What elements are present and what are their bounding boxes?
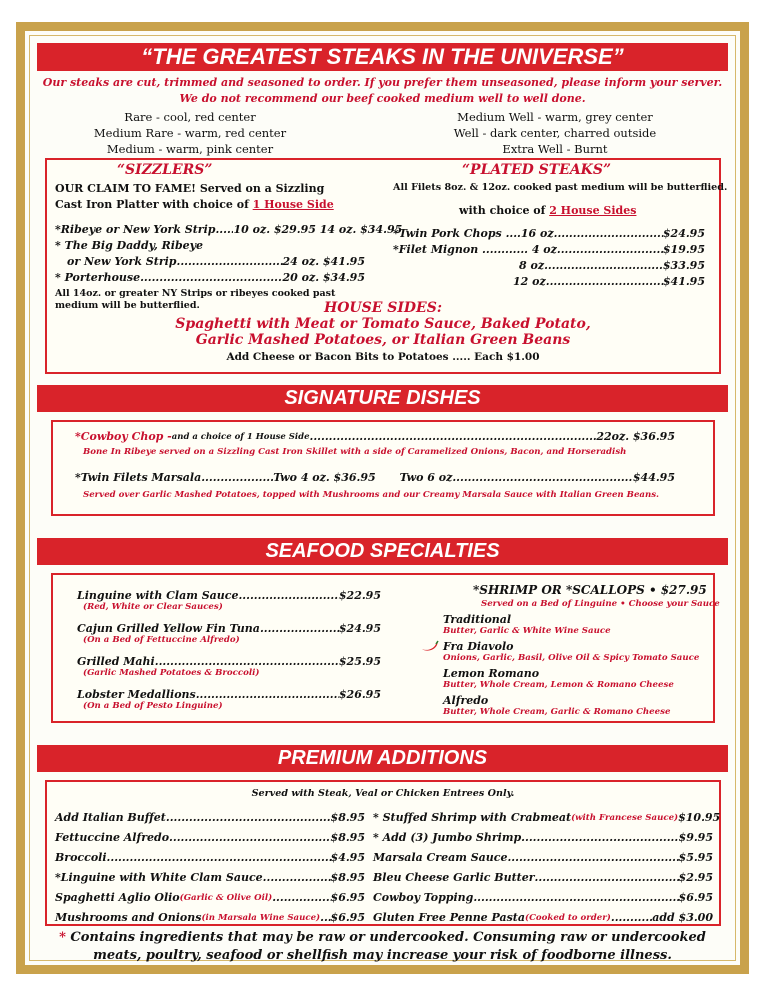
- premium-box: [45, 780, 721, 926]
- doneness-medium-well: Medium Well - warm, grey center: [457, 110, 653, 124]
- sauce-item: Traditional Butter, Garlic & White Wine Sauce: [443, 613, 611, 636]
- sauce-list: [443, 613, 699, 721]
- premium-left-list: [55, 808, 365, 928]
- plated-item: *Twin Pork Chops ....16 oz. ..... $24.95: [393, 226, 705, 242]
- sizzlers-note: All 14oz. or greater NY Strips or ribeyes cooked past medium will be butterflied.: [55, 288, 336, 311]
- signature-banner: SIGNATURE DISHES: [37, 385, 728, 412]
- steaks-box: [45, 158, 728, 374]
- seafood-item: Lobster Medallions ..... $26.95 (On a Bed of Pesto Linguine): [77, 688, 381, 721]
- cowboy-chop-desc: Bone In Ribeye served on a Sizzling Cast Iron Skillet with a side of Caramelized Onions, Bacon, and Horseradish: [83, 447, 627, 457]
- house-sides-line-1: Spaghetti with Meat or Tomato Sauce, Baked Potato,: [175, 316, 591, 332]
- shrimp-heading: *SHRIMP OR *SCALLOPS • $27.95: [473, 583, 707, 597]
- menu-page: [16, 22, 749, 974]
- doneness-rare: Rare - cool, red center: [124, 110, 256, 124]
- intro-line-1: Our steaks are cut, trimmed and seasoned to order. If you prefer them unseasoned, please inform your server.: [42, 76, 723, 89]
- house-sides-heading: HOUSE SIDES:: [323, 300, 443, 316]
- sauce-item: Lemon Romano Butter, Whole Cream, Lemon & Romano Cheese: [443, 667, 674, 690]
- plated-item: 12 oz. ..... $41.95: [393, 274, 705, 290]
- premium-sub: Served with Steak, Veal or Chicken Entrees Only.: [251, 788, 515, 799]
- seafood-item: Grilled Mahi ..... $25.95 (Garlic Mashed Potatoes & Broccoli): [77, 655, 381, 688]
- seafood-box: [51, 573, 720, 723]
- twin-filets-desc: Served over Garlic Mashed Potatoes, topped with Mushrooms and our Creamy Marsala Sauce with Italian Green Beans.: [83, 490, 660, 500]
- premium-item: Marsala Cream Sauce ..... $5.95: [373, 848, 713, 868]
- doneness-right: [445, 109, 665, 157]
- premium-item: Mushrooms and Onions (in Marsala Wine Sauce) ..... $6.95: [55, 908, 365, 928]
- premium-item: Gluten Free Penne Pasta (Cooked to order) ..... add $3.00: [373, 908, 713, 928]
- premium-item: Spaghetti Aglio Olio (Garlic & Olive Oil) ..... $6.95: [55, 888, 365, 908]
- intro-line-2: We do not recommend our beef cooked medium well to well done.: [179, 92, 586, 105]
- premium-item: Fettuccine Alfredo ..... $8.95: [55, 828, 365, 848]
- title-banner: [37, 43, 728, 71]
- page-title: “THE GREATEST STEAKS IN THE UNIVERSE”: [141, 44, 624, 69]
- plated-item: *Filet Mignon ............ 4 oz. ..... $19.95: [393, 242, 705, 258]
- premium-right-list: [373, 808, 721, 928]
- plated-note: All Filets 8oz. & 12oz. cooked past medium will be butterflied.: [393, 182, 728, 193]
- plated-with: with choice of 2 House Sides: [459, 204, 637, 217]
- sizzler-item: *Ribeye or New York Strip ..... 10 oz. $29.95 14 oz. $34.95: [55, 222, 365, 238]
- seafood-item: Cajun Grilled Yellow Fin Tuna ..... $24.95 (On a Bed of Fettuccine Alfredo): [77, 622, 381, 655]
- house-sides-line-2: Garlic Mashed Potatoes, or Italian Green Beans: [195, 332, 571, 348]
- signature-box: [51, 420, 715, 516]
- premium-item: Cowboy Topping ..... $6.95: [373, 888, 713, 908]
- chili-pepper-icon: [421, 640, 439, 655]
- footer-warning-2: meats, poultry, seafood or shellfish may increase your risk of foodborne illness.: [93, 948, 672, 963]
- sizzler-item: * The Big Daddy, Ribeye: [55, 239, 204, 252]
- premium-item: * Add (3) Jumbo Shrimp ..... $9.95: [373, 828, 713, 848]
- sizzlers-heading: “SIZZLERS”: [117, 162, 213, 178]
- doneness-well: Well - dark center, charred outside: [453, 126, 657, 140]
- doneness-left: [85, 109, 295, 157]
- sizzler-item: * Porterhouse ..... 20 oz. $34.95: [55, 270, 365, 286]
- premium-item: Broccoli ..... $4.95: [55, 848, 365, 868]
- twin-filets-marsala: *Twin Filets Marsala ..... Two 4 oz. $36.95 Two 6 oz. ..... $44.95: [75, 471, 675, 484]
- doneness-medium: Medium - warm, pink center: [106, 142, 274, 156]
- plated-item: 8 oz. ..... $33.95: [393, 258, 705, 274]
- one-house-side-link: 1 House Side: [252, 198, 334, 211]
- seafood-list: [77, 589, 381, 721]
- seafood-item: Linguine with Clam Sauce ..... $22.95 (Red, White or Clear Sauces): [77, 589, 381, 622]
- house-sides-addon: Add Cheese or Bacon Bits to Potatoes ..... Each $1.00: [226, 351, 540, 363]
- sauce-item: Fra Diavolo Onions, Garlic, Basil, Olive Oil & Spicy Tomato Sauce: [443, 640, 699, 667]
- premium-item: *Linguine with White Clam Sauce ..... $8.95: [55, 868, 365, 888]
- premium-item: * Stuffed Shrimp with Crabmeat (with Francese Sauce) $10.95: [373, 811, 721, 824]
- sizzlers-list: [55, 222, 403, 286]
- seafood-banner: SEAFOOD SPECIALTIES: [37, 538, 728, 565]
- premium-item: Add Italian Buffet ..... $8.95: [55, 808, 365, 828]
- shrimp-sub: Served on a Bed of Linguine • Choose your Sauce: [481, 599, 720, 609]
- cowboy-chop: *Cowboy Chop - and a choice of 1 House Side ..... 22oz. $36.95: [75, 430, 675, 443]
- sizzlers-desc-2: Cast Iron Platter with choice of 1 House Side: [55, 198, 334, 211]
- doneness-medium-rare: Medium Rare - warm, red center: [93, 126, 287, 140]
- footer-warning-1: * Contains ingredients that may be raw or undercooked. Consuming raw or undercooked: [59, 930, 706, 945]
- doneness-extra-well: Extra Well - Burnt: [502, 142, 608, 156]
- plated-heading: “PLATED STEAKS”: [462, 162, 612, 178]
- two-house-sides-link: 2 House Sides: [549, 204, 637, 217]
- premium-item: Bleu Cheese Garlic Butter ..... $2.95: [373, 868, 713, 888]
- plated-list: [393, 226, 705, 290]
- sauce-item: Alfredo Butter, Whole Cream, Garlic & Romano Cheese: [443, 694, 671, 717]
- sizzler-item: or New York Strip ..... 24 oz. $41.95: [55, 254, 365, 270]
- premium-banner: PREMIUM ADDITIONS: [37, 745, 728, 772]
- sizzlers-desc-1: OUR CLAIM TO FAME! Served on a Sizzling: [55, 182, 325, 195]
